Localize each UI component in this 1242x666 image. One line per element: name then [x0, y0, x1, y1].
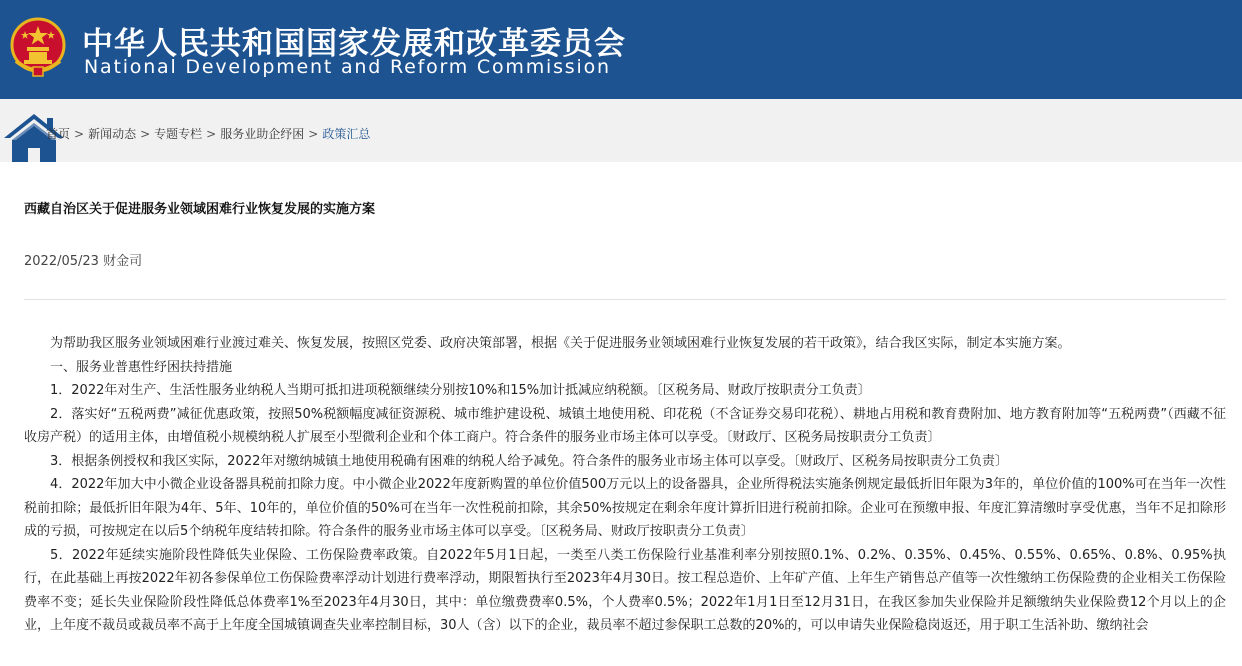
breadcrumb-service-relief[interactable]: 服务业助企纾困 — [220, 127, 305, 141]
breadcrumb-topics[interactable]: 专题专栏 — [154, 127, 203, 141]
site-title-cn[interactable]: 中华人民共和国国家发展和改革委员会 — [82, 26, 626, 62]
breadcrumb-separator: > — [140, 127, 151, 141]
breadcrumb-news[interactable]: 新闻动态 — [88, 127, 137, 141]
breadcrumb — [46, 125, 370, 142]
title-divider — [24, 299, 1226, 300]
paragraph-item-4: 4．2022年加大中小微企业设备器具税前扣除力度。中小微企业2022年度新购置的单位价值500万元以上的设备器具，企业所得税法实施条例规定最低折旧年限为3年的，单位价值的100%可在当年一次性税前扣除；最低折旧年限为4年、5年、10年的，单位价值的50%可在当年一次性税前扣除，其余50%按规定在剩余年度计算折旧进行税前扣除。企业可在预缴申报、年度汇算清缴时享受优惠，当年不足扣除形成的亏损，可按规定在以后5个纳税年度结转扣除。符合条件的服务业市场主体可以享受。〔区税务局、财政厅按职责分工负责〕 — [24, 477, 1226, 539]
article-meta — [24, 250, 142, 269]
breadcrumb-policy-summary[interactable]: 政策汇总 — [322, 127, 371, 141]
article-source: 财金司 — [103, 254, 143, 269]
breadcrumb-separator: > — [308, 127, 319, 141]
site-title-en[interactable]: National Development and Reform Commission — [84, 56, 611, 78]
paragraph-item-5: 5．2022年延续实施阶段性降低失业保险、工伤保险费率政策。自2022年5月1日起，一类至八类工伤保险行业基准利率分别按照0.1%、0.2%、0.35%、0.45%、0.55%、0.65%、0.8%、0.95%执行，在此基础上再按2022年初各参保单位工伤保险费率浮动计划进行费率浮动，期限暂执行至2023年4月30日。按工程总造价、上年矿产值、上年生产销售总产值等一次性缴纳工伤保险费的企业相关工伤保险费率不变；延长失业保险阶段性降低总体费率1%至2023年4月30日，其中：单位缴费费率0.5%，个人费率0.5%；2022年1月1日至12月31日，在我区参加失业保险并足额缴纳失业保险费12个月以上的企业，上年度不裁员或裁员率不高于上年度全国城镇调查失业率控制目标，30人（含）以下的企业，裁员率不超过参保职工总数的20%的，可以申请失业保险稳岗返还，用于职工生活补助、缴纳社会 — [24, 547, 1226, 633]
breadcrumb-separator: > — [74, 127, 85, 141]
article-date: 2022/05/23 — [24, 254, 99, 269]
paragraph-item-1: 1．2022年对生产、生活性服务业纳税人当期可抵扣进项税额继续分别按10%和15%加计抵减应纳税额。〔区税务局、财政厅按职责分工负责〕 — [50, 383, 871, 398]
paragraph-intro: 为帮助我区服务业领域困难行业渡过难关、恢复发展，按照区党委、政府决策部署，根据《关于促进服务业领域困难行业恢复发展的若干政策》，结合我区实际，制定本实施方案。 — [50, 336, 1071, 351]
paragraph-item-2: 2．落实好“五税两费”减征优惠政策，按照50%税额幅度减征资源税、城市维护建设税、城镇土地使用税、印花税（不含证券交易印花税）、耕地占用税和教育费附加、地方教育附加等“五税两费”（西藏不征收房产税）的适用主体，由增值税小规模纳税人扩展至小型微利企业和个体工商户。符合条件的服务业市场主体可以享受。〔财政厅、区税务局按职责分工负责〕 — [24, 406, 1226, 445]
paragraph-item-3: 3．根据条例授权和我区实际，2022年对缴纳城镇土地使用税确有困难的纳税人给予减免。符合条件的服务业市场主体可以享受。〔财政厅、区税务局按职责分工负责〕 — [50, 453, 1008, 469]
article-title: 西藏自治区关于促进服务业领域困难行业恢复发展的实施方案 — [24, 202, 376, 217]
breadcrumb-separator: > — [206, 127, 217, 141]
site-header — [0, 0, 1242, 99]
article-body — [24, 332, 1226, 638]
section-heading: 一、服务业普惠性纾困扶持措施 — [50, 359, 233, 375]
national-emblem-icon[interactable] — [10, 17, 66, 77]
breadcrumb-home[interactable]: 首页 — [46, 127, 71, 141]
